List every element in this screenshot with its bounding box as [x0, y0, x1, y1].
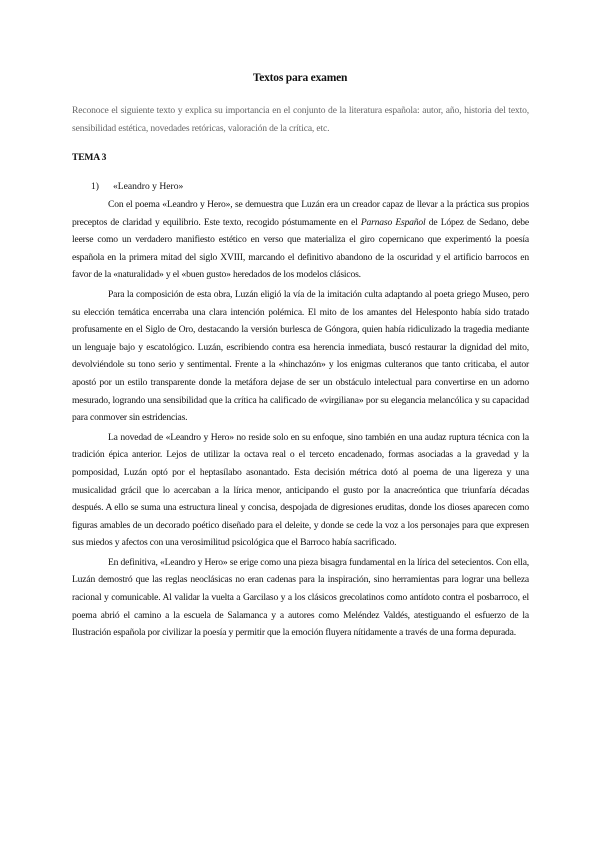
section-heading: TEMA 3: [72, 152, 107, 163]
work-title-italic: Parnaso Español: [360, 216, 426, 228]
list-item-number: 1): [91, 181, 99, 192]
document-body: [72, 196, 529, 644]
paragraph-4: En definitiva, «Leandro y Hero» se erige como una pieza bisagra fundamental en la lírica del setecientos. Con ella, Luzán demostró que las reglas neoclásicas no eran cadenas para la inspiración, sino herramientas para lograr una belleza racional y comunicable. Al validar la vuelta a Garcilaso y a los clásicos grecolatinos como antídoto contra el posbarroco, el poema abrió el camino a la escuela de Salamanca y a autores como Meléndez Valdés, atestiguando el esfuerzo de la Ilustración española por civilizar la poesía y permitir que la emoción fluyera nítidamente a través de una forma depurada.: [72, 556, 529, 639]
paragraph-3: La novedad de «Leandro y Hero» no reside solo en su enfoque, sino también en una audaz ruptura técnica con la tradición épica anterior. Lejos de utilizar la octava real o el terceto encadenado, formas asociadas a la gravedad y la pomposidad, Luzán optó por el heptasílabo asonantado. Esta decisión métrica dotó al poema de una ligereza y una musicalidad grácil que lo acercaban a la lírica menor, anticipando el gusto por la anacreóntica que triunfaría décadas después. A ello se suma una estructura lineal y concisa, despojada de digresiones eruditas, donde los dioses aparecen como figuras amables de un decorado poético diseñado para el deleite, y donde se cede la voz a los personajes para que expresen sus miedos y afectos con una verosimilitud psicológica que el Barroco había sacrificado.: [72, 431, 529, 549]
document-title: Textos para examen: [252, 72, 348, 84]
list-item-heading: [72, 181, 183, 192]
paragraph-1: [72, 196, 529, 284]
paragraph-1-part-b: de López de Sedano, debe leerse como un verdadero manifiesto estético en verso que materializa el giro copernicano que experimentó la poesía española en la primera mitad del siglo XVIII, marcando el definitivo abandono de la oscuridad y el artificio barrocos en favor de la «naturalidad» y el «buen gusto» heredados de los modelos clásicos.: [72, 216, 529, 281]
list-item-title: «Leandro y Hero»: [113, 181, 184, 192]
paragraph-2: Para la composición de esta obra, Luzán eligió la vía de la imitación culta adaptando al poeta griego Museo, pero su elección temática encerraba una clara intención polémica. El mito de los amantes del Helesponto había sido tratado profusamente en el Siglo de Oro, destacando la versión burlesca de Góngora, quien había ridiculizado la tragedia mediante un lenguaje bajo y escatológico. Luzán, escribiendo contra esa herencia inmediata, buscó restaurar la dignidad del mito, devolviéndole su tono serio y sentimental. Frente a la «hinchazón» y los enigmas culteranos que tanto criticaba, el autor apostó por un estilo transparente donde la metáfora dejase de ser un obstáculo intelectual para convertirse en un adorno mesurado, logrando una sensibilidad que la crítica ha calificado de «virgiliana» por su elegancia melancólica y su capacidad para conmover sin estridencias.: [72, 288, 529, 424]
exam-instructions: Reconoce el siguiente texto y explica su importancia en el conjunto de la literatura española: autor, año, historia del texto, sensibilidad estética, novedades retóricas, valoración de la crítica, etc.: [72, 105, 529, 134]
paragraph-1-part-a: Con el poema «Leandro y Hero», se demuestra que Luzán era un creador capaz de llevar a la práctica sus propios preceptos de claridad y equilibrio. Este texto, recogido póstumamente en el: [72, 199, 529, 228]
